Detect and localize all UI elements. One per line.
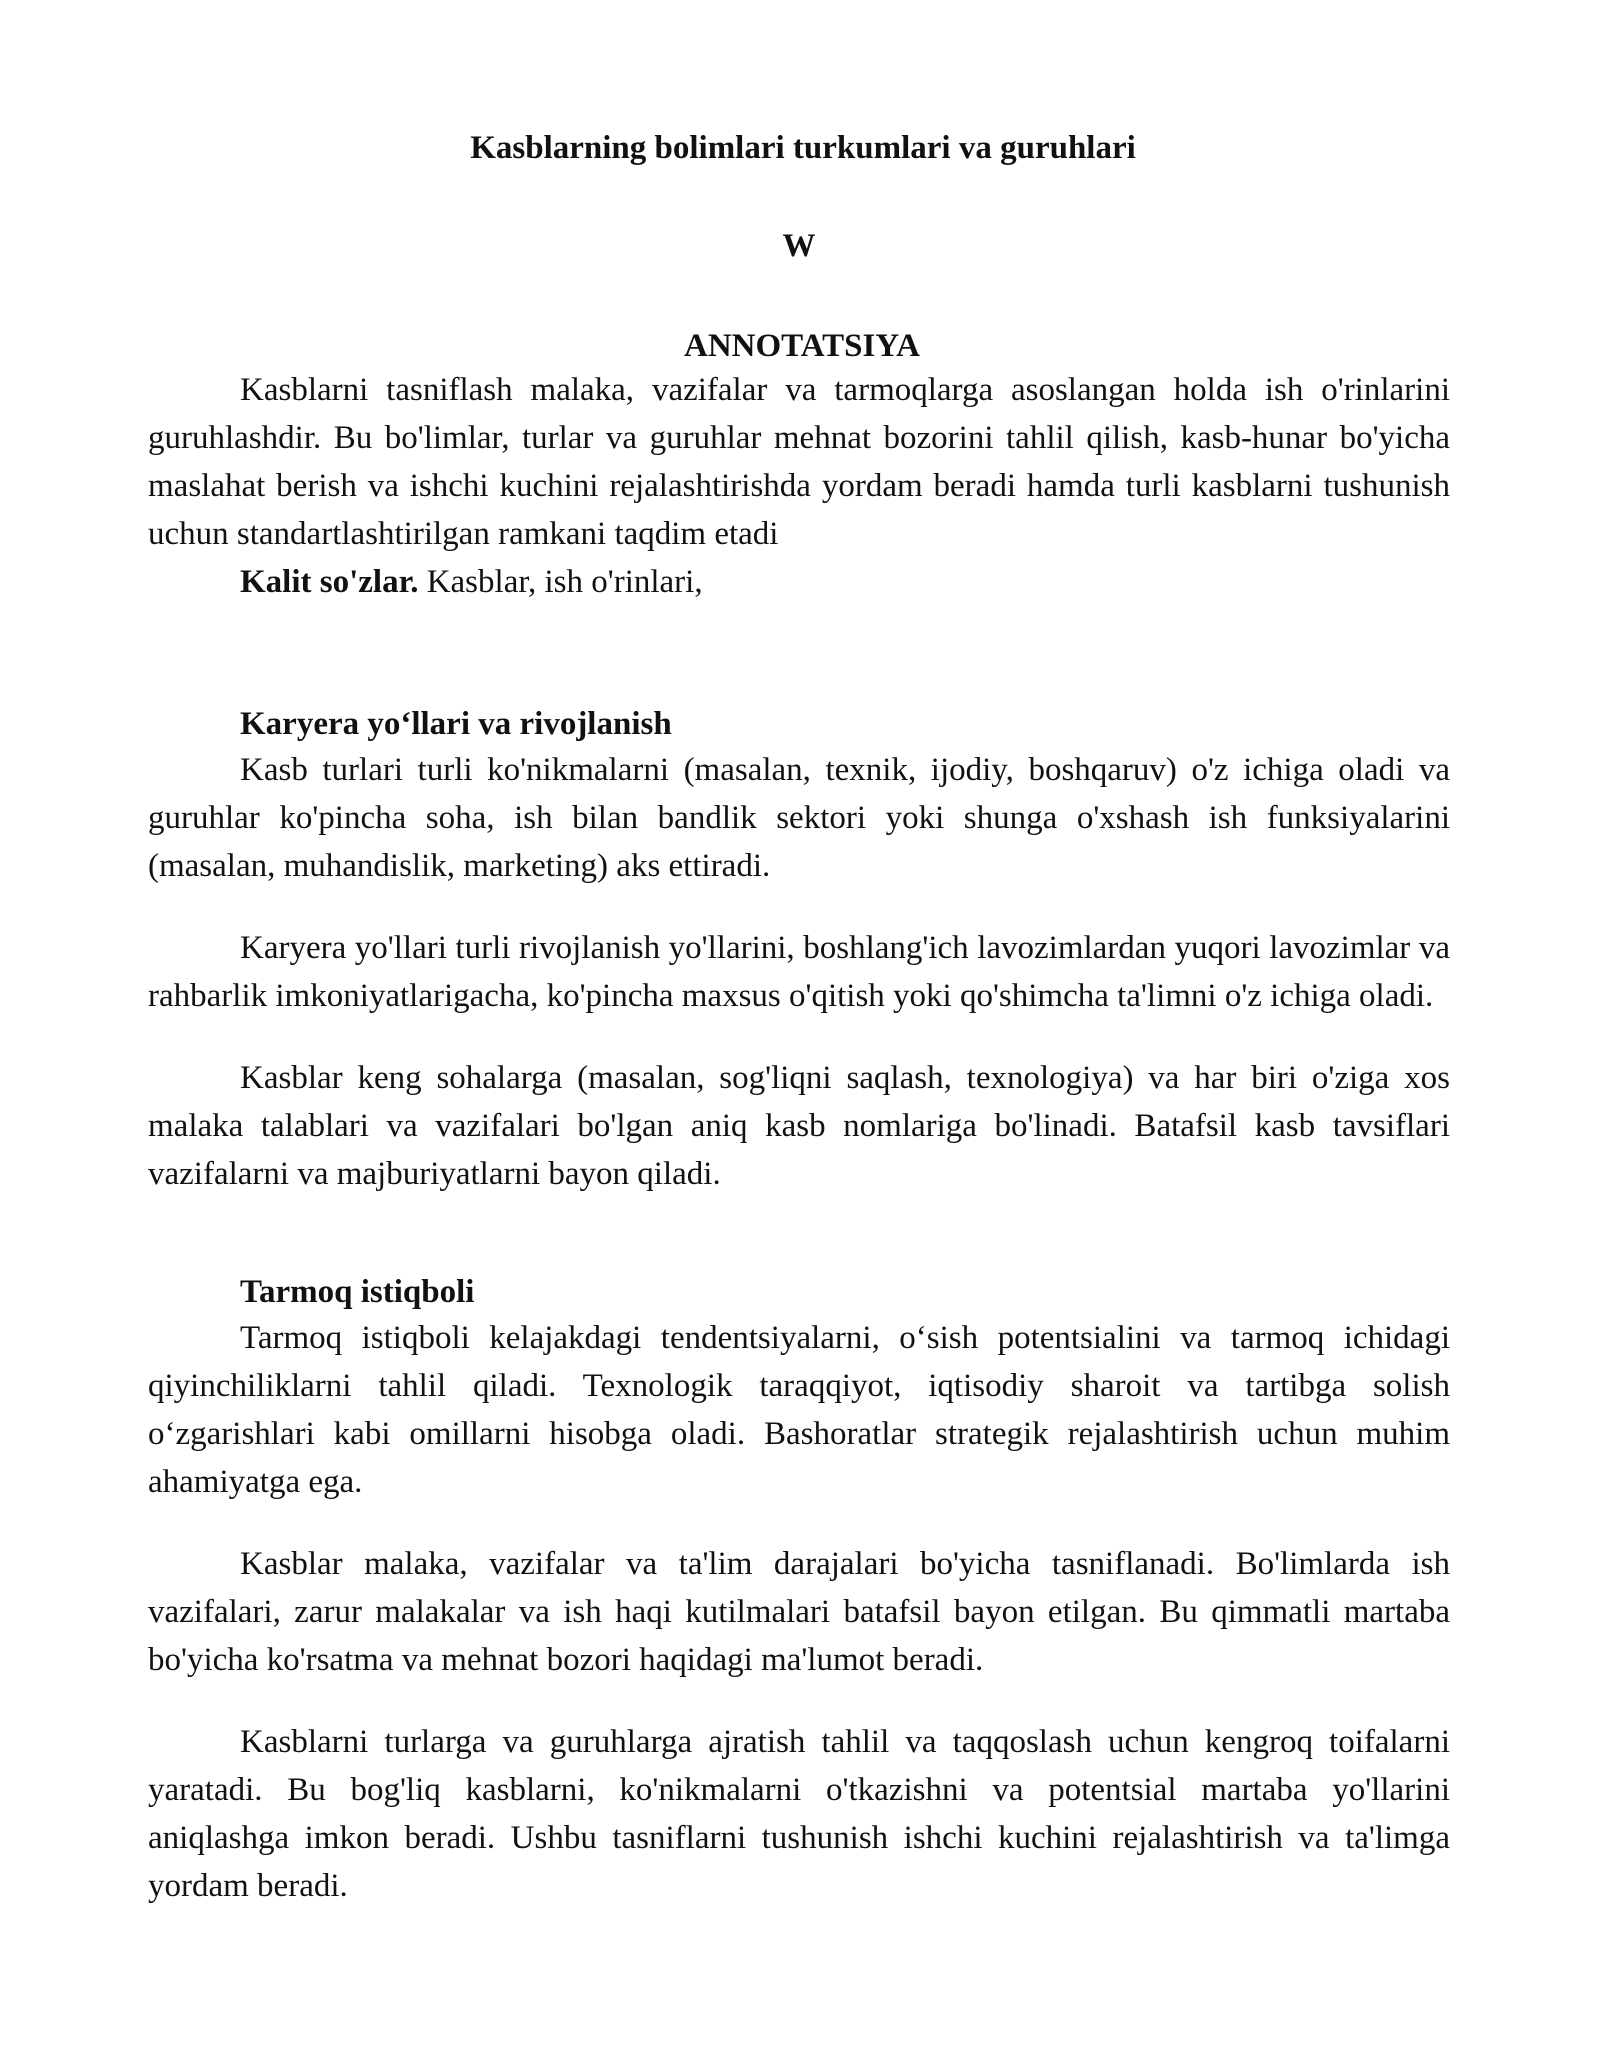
section-heading-career: Karyera yo‘llari va rivojlanish — [240, 706, 672, 742]
section-paragraph: Kasblar keng sohalarga (masalan, sog'liqni saqlash, texnologiya) va har biri o'ziga xos malaka talablari va vazifalari bo'lgan aniq kasb nomlariga bo'linadi. Batafsil kasb tavsiflari vazifalarni va majburiyatlarni bayon qiladi. — [148, 1060, 1450, 1192]
section-paragraph: Kasblar malaka, vazifalar va ta'lim darajalari bo'yicha tasniflanadi. Bo'limlarda ish vazifalari, zarur malakalar va ish haqi kutilmalari batafsil bayon etilgan. Bu qimmatli martaba bo'yicha ko'rsatma va mehnat bozori haqidagi ma'lumot beradi. — [148, 1546, 1450, 1678]
annotation-heading: ANNOTATSIYA — [684, 328, 920, 364]
document-page — [148, 128, 1450, 1910]
document-mark: W — [782, 228, 816, 264]
document-title: Kasblarning bolimlari turkumlari va guruhlari — [470, 130, 1136, 166]
section-paragraph: Kasblarni turlarga va guruhlarga ajratish tahlil va taqqoslash uchun kengroq toifalarni yaratadi. Bu bog'liq kasblarni, ko'nikmalarni o'tkazishni va potentsial martaba yo'llarini aniqlashga imkon beradi. Ushbu tasniflarni tushunish ishchi kuchini rejalashtirish va ta'limga yordam beradi. — [148, 1724, 1450, 1904]
section-heading-industry-outlook: Tarmoq istiqboli — [240, 1274, 475, 1310]
section-paragraph: Kasb turlari turli ko'nikmalarni (masalan, texnik, ijodiy, boshqaruv) o'z ichiga oladi va guruhlar ko'pincha soha, ish bilan bandlik sektori yoki shunga o'xshash ish funksiyalarini (masalan, muhandislik, marketing) aks ettiradi. — [148, 752, 1450, 884]
keywords-line — [148, 558, 1450, 606]
keywords-text: Kasblar, ish o'rinlari, — [418, 564, 703, 600]
section-paragraph: Karyera yo'llari turli rivojlanish yo'llarini, boshlang'ich lavozimlardan yuqori lavozimlar va rahbarlik imkoniyatlarigacha, ko'pincha maxsus o'qitish yoki qo'shimcha ta'limni o'z ichiga oladi. — [148, 930, 1450, 1014]
section-paragraph: Tarmoq istiqboli kelajakdagi tendentsiyalarni, o‘sish potentsialini va tarmoq ichidagi qiyinchiliklarni tahlil qiladi. Texnologik taraqqiyot, iqtisodiy sharoit va tartibga solish o‘zgarishlari kabi omillarni hisobga oladi. Bashoratlar strategik rejalashtirish uchun muhim ahamiyatga ega. — [148, 1320, 1450, 1500]
annotation-paragraph: Kasblarni tasniflash malaka, vazifalar va tarmoqlarga asoslangan holda ish o'rinlarini guruhlashdir. Bu bo'limlar, turlar va guruhlar mehnat bozorini tahlil qilish, kasb-hunar bo'yicha maslahat berish va ishchi kuchini rejalashtirishda yordam beradi hamda turli kasblarni tushunish uchun standartlashtirilgan ramkani taqdim etadi — [148, 372, 1450, 552]
keywords-label: Kalit so'zlar. — [240, 564, 419, 600]
